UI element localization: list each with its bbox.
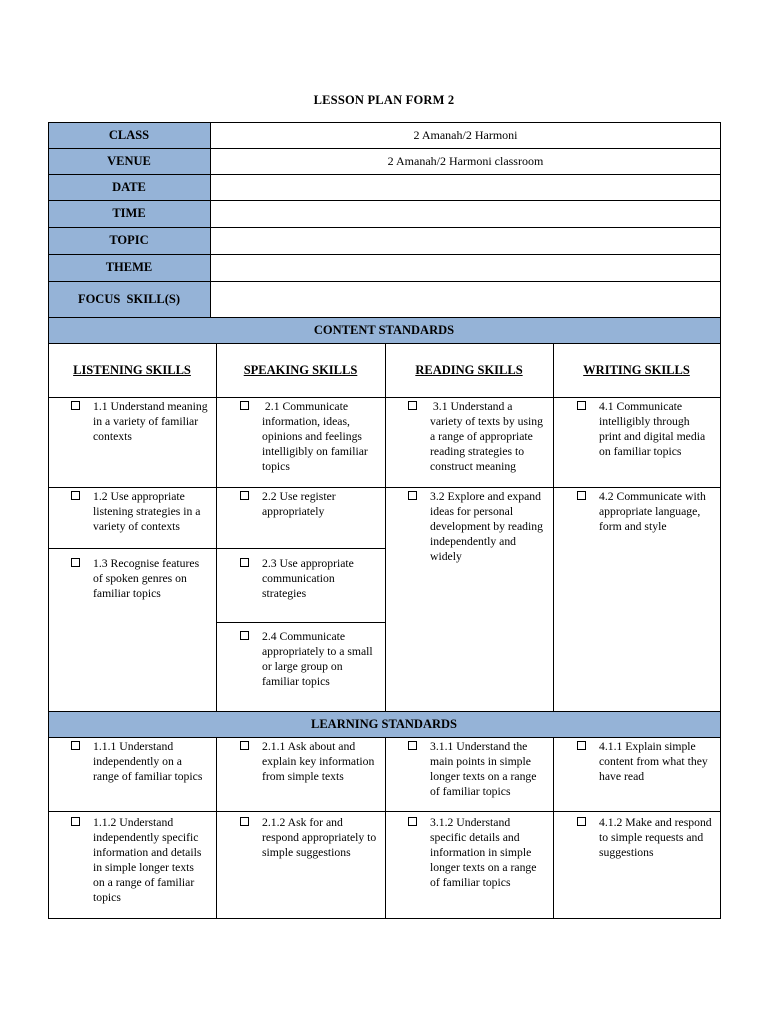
standard-text: 3.2 Explore and expand ideas for personal development by reading independently and widely — [430, 490, 543, 563]
row-value-venue: 2 Amanah/2 Harmoni classroom — [387, 153, 544, 168]
standard-text: 2.1.2 Ask for and respond appropriately to simple suggestions — [262, 816, 377, 859]
row-label-focus-skills: FOCUS SKILL(S) — [77, 291, 181, 306]
standard-text: 2.1.1 Ask about and explain key information from simple texts — [262, 740, 375, 783]
table-rule — [48, 487, 720, 488]
checkbox-icon[interactable] — [71, 558, 80, 567]
learning-standard-item — [240, 739, 385, 789]
checkbox-icon[interactable] — [408, 741, 417, 750]
checkbox-icon[interactable] — [240, 491, 249, 500]
checkbox-icon[interactable] — [408, 491, 417, 500]
learning-standard-item — [408, 815, 553, 895]
table-rule — [48, 918, 721, 919]
table-rule — [385, 737, 386, 918]
standard-item — [408, 399, 553, 479]
standard-text: 2.1 Communicate information, ideas, opinions and feelings intelligibly on familiar topics — [262, 400, 368, 473]
checkbox-icon[interactable] — [71, 741, 80, 750]
form-title: LESSON PLAN FORM 2 — [313, 93, 455, 107]
row-label-theme: THEME — [105, 260, 153, 274]
checkbox-icon[interactable] — [240, 817, 249, 826]
row-value-theme — [211, 254, 720, 281]
learning-standard-item — [408, 739, 553, 805]
standard-text: 1.1 Understand meaning in a variety of familiar contexts — [93, 400, 208, 443]
listening-skills-header: LISTENING SKILLS — [73, 362, 191, 377]
learning-standard-item — [71, 739, 216, 789]
row-label-topic: TOPIC — [109, 233, 149, 247]
row-label-class: CLASS — [108, 127, 150, 142]
writing-skills-header: WRITING SKILLS — [583, 362, 690, 377]
table-rule — [48, 397, 720, 398]
table-rule — [216, 737, 217, 918]
row-label-venue: VENUE — [107, 153, 151, 168]
standard-item — [71, 399, 219, 469]
table-rule — [720, 122, 721, 919]
checkbox-icon[interactable] — [240, 558, 249, 567]
standard-item — [577, 399, 720, 465]
table-rule — [216, 548, 385, 549]
checkbox-icon[interactable] — [577, 491, 586, 500]
table-rule — [48, 737, 720, 738]
row-value-date — [211, 174, 720, 200]
learning-standard-item — [577, 739, 720, 789]
standard-item — [577, 489, 720, 539]
table-rule — [553, 343, 554, 711]
checkbox-icon[interactable] — [71, 491, 80, 500]
standard-text: 3.1 Understand a variety of texts by using a range of appropriate reading strategies to construct meaning — [430, 400, 543, 473]
standard-text: 4.1 Communicate intelligibly through print and digital media on familiar topics — [599, 400, 706, 458]
standard-text: 4.1.1 Explain simple content from what they have read — [599, 740, 708, 783]
row-label-date: DATE — [112, 179, 146, 194]
table-rule — [216, 622, 385, 623]
table-rule — [553, 737, 554, 918]
checkbox-icon[interactable] — [408, 401, 417, 410]
standard-item — [240, 556, 385, 606]
checkbox-icon[interactable] — [240, 741, 249, 750]
checkbox-icon[interactable] — [408, 817, 417, 826]
standard-text: 2.2 Use register appropriately — [262, 490, 336, 518]
standard-item — [240, 489, 385, 529]
speaking-skills-header: SPEAKING SKILLS — [243, 362, 358, 377]
learning-standard-item — [240, 815, 385, 865]
reading-skills-header: READING SKILLS — [415, 362, 523, 377]
checkbox-icon[interactable] — [577, 817, 586, 826]
table-rule — [48, 548, 216, 549]
standard-text: 1.1.2 Understand independently specific information and details in simple longer texts on a range of familiar topics — [93, 816, 202, 904]
standard-text: 4.2 Communicate with appropriate language, form and style — [599, 490, 706, 533]
checkbox-icon[interactable] — [240, 401, 249, 410]
row-value-class: 2 Amanah/2 Harmoni — [413, 127, 518, 142]
learning-standard-item — [71, 815, 216, 911]
standard-text: 3.1.2 Understand specific details and information in simple longer texts on a range of familiar topics — [430, 816, 537, 889]
row-value-time — [211, 200, 720, 227]
checkbox-icon[interactable] — [240, 631, 249, 640]
learning-standards-heading: LEARNING STANDARDS — [311, 716, 457, 731]
standard-text: 1.3 Recognise features of spoken genres on familiar topics — [93, 557, 200, 600]
row-label-time: TIME — [112, 206, 146, 220]
standard-item — [71, 489, 216, 539]
standard-text: 1.1.1 Understand independently on a range of familiar topics — [93, 740, 203, 783]
checkbox-icon[interactable] — [577, 741, 586, 750]
row-value-focus-skills — [211, 281, 720, 317]
standard-text: 3.1.1 Understand the main points in simple longer texts on a range of familiar topics — [430, 740, 537, 798]
standard-item — [71, 556, 216, 606]
standard-text: 1.2 Use appropriate listening strategies in a variety of contexts — [93, 490, 201, 533]
table-rule — [385, 343, 386, 711]
standard-item — [240, 399, 385, 479]
table-rule — [48, 811, 720, 812]
checkbox-icon[interactable] — [71, 401, 80, 410]
standard-text: 4.1.2 Make and respond to simple requests and suggestions — [599, 816, 712, 859]
standard-text: 2.4 Communicate appropriately to a small or large group on familiar topics — [262, 630, 373, 688]
checkbox-icon[interactable] — [577, 401, 586, 410]
row-value-topic — [211, 227, 720, 254]
checkbox-icon[interactable] — [71, 817, 80, 826]
standard-item — [408, 489, 553, 569]
standard-item — [240, 629, 385, 695]
learning-standard-item — [577, 815, 720, 865]
content-standards-heading: CONTENT STANDARDS — [313, 322, 455, 337]
standard-text: 2.3 Use appropriate communication strategies — [262, 557, 354, 600]
